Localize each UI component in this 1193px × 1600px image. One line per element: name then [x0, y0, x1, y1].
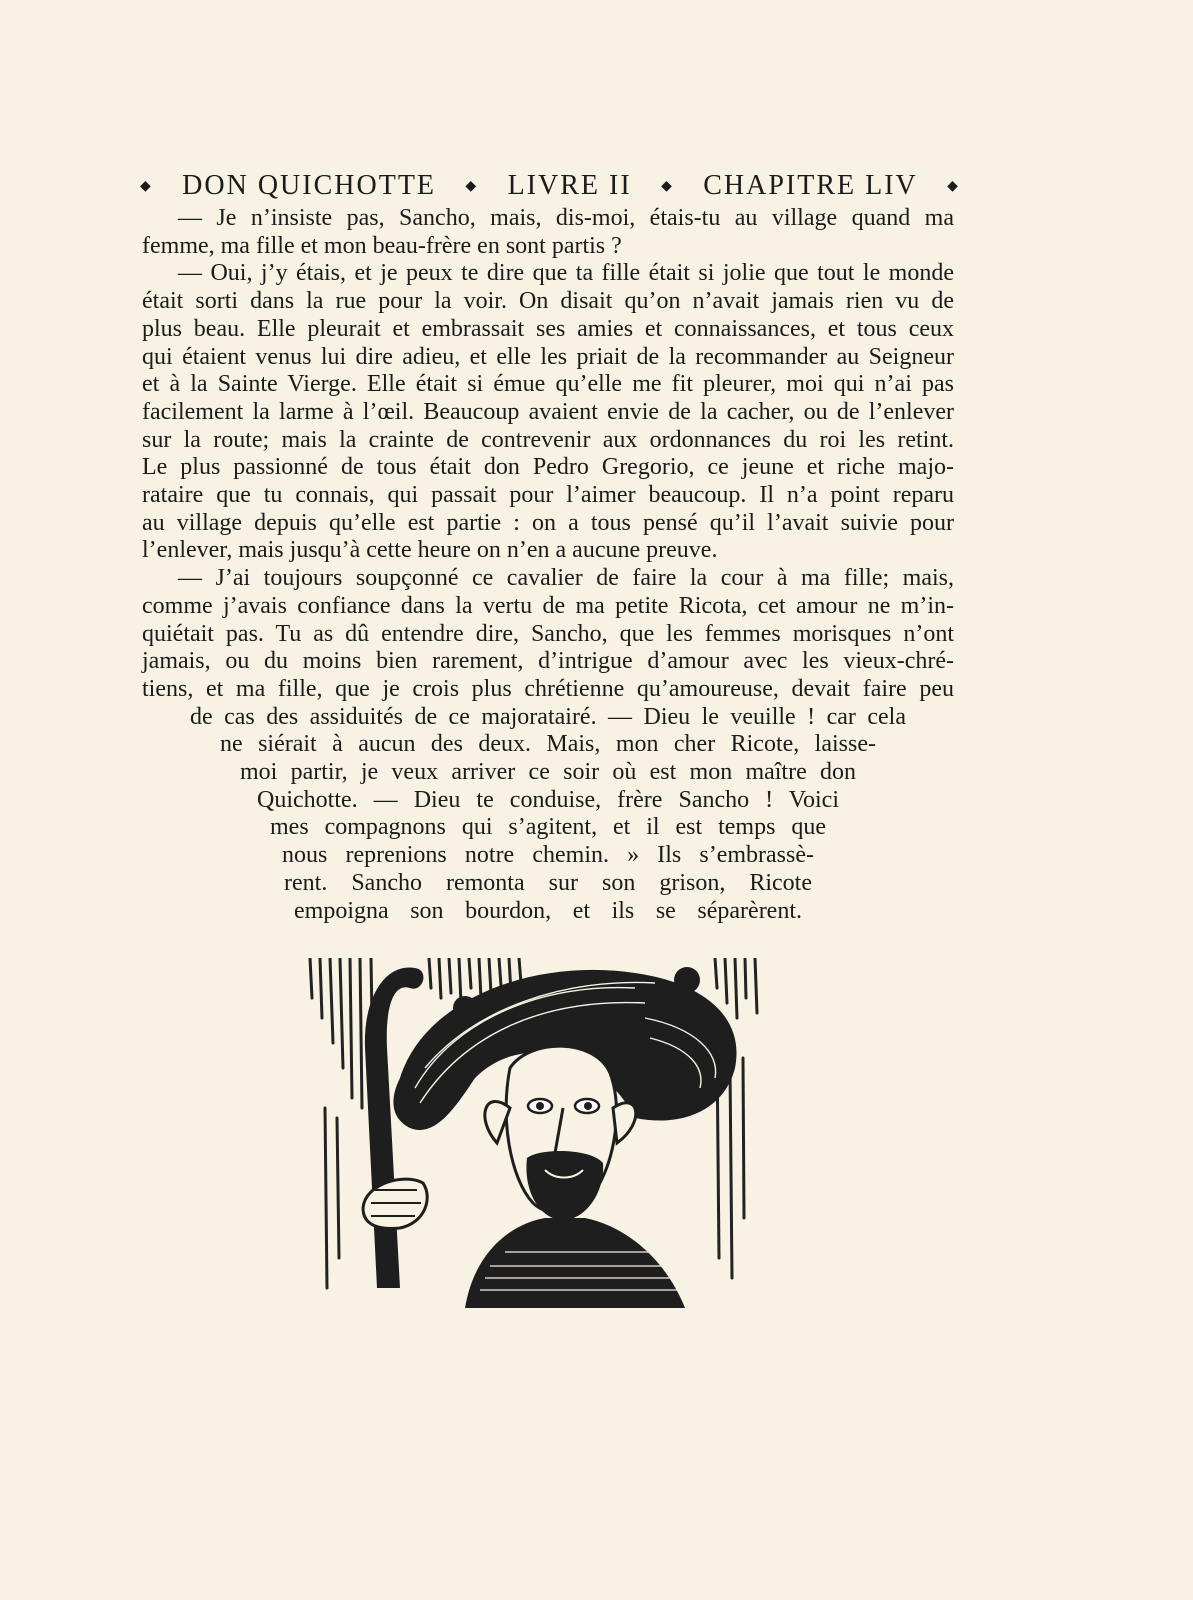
text-line: plus beau. Elle pleurait et embrassait ses amies et connaissances, et tous ceux — [142, 315, 954, 342]
header-part: LIVRE II — [507, 170, 632, 201]
text-line: — Je n’insiste pas, Sancho, mais, dis-moi, étais-tu au village quand ma — [178, 205, 954, 231]
woodcut-illustration — [305, 958, 795, 1308]
paragraph — [142, 565, 954, 925]
diamond-ornament-icon: ◆ — [661, 178, 674, 194]
text-line: Quichotte. — Dieu te conduise, frère Sancho ! Voici — [257, 786, 839, 813]
text-line: comme j’avais confiance dans la vertu de ma petite Ricota, cet amour ne m’in- — [142, 592, 954, 619]
text-line: au village depuis qu’elle est partie : on a tous pensé qu’il l’avait suivie pour — [142, 509, 954, 536]
text-line: ne siérait à aucun des deux. Mais, mon cher Ricote, laisse- — [220, 731, 876, 758]
header-book-title: DON QUICHOTTE — [182, 170, 437, 201]
text-line: rent. Sancho remonta sur son grison, Ricote — [284, 869, 812, 896]
text-line: facilement la larme à l’œil. Beaucoup avaient envie de la cacher, ou de l’enlever — [142, 398, 954, 425]
text-line: moi partir, je veux arriver ce soir où est mon maître don — [240, 759, 856, 786]
text-line: Le plus passionné de tous était don Pedro Gregorio, ce jeune et riche majo- — [142, 454, 954, 481]
text-line: était sorti dans la rue pour la voir. On disait qu’on n’avait jamais rien vu de — [142, 288, 954, 315]
text-line: l’enlever, mais jusqu’à cette heure on n’en a aucune preuve. — [142, 537, 718, 564]
text-line: — Oui, j’y étais, et je peux te dire que ta fille était si jolie que tout le monde — [178, 260, 954, 287]
body-text — [142, 205, 954, 925]
text-line: empoigna son bourdon, et ils se séparèrent. — [294, 897, 802, 924]
paragraph — [142, 205, 954, 260]
text-line: jamais, ou du moins bien rarement, d’intrigue d’amour avec les vieux-chré- — [142, 648, 954, 675]
text-line: et à la Sainte Vierge. Elle était si émue qu’elle me fit pleurer, moi qui n’ai pas — [142, 371, 954, 398]
text-line: mes compagnons qui s’agitent, et il est temps que — [270, 814, 826, 841]
text-line: femme, ma fille et mon beau-frère en sont partis ? — [142, 232, 622, 259]
text-line: qui étaient venus lui dire adieu, et elle les priait de la recommander au Seigneur — [142, 343, 954, 370]
diamond-ornament-icon: ◆ — [140, 178, 153, 194]
text-line: tiens, et ma fille, que je crois plus chrétienne qu’amoureuse, devait faire peu — [142, 675, 954, 702]
text-line: rataire que tu connais, qui passait pour l’aimer beaucoup. Il n’a point reparu — [142, 482, 954, 509]
diamond-ornament-icon: ◆ — [465, 178, 479, 194]
diamond-ornament-icon: ◆ — [947, 178, 960, 194]
text-line: quiétait pas. Tu as dû entendre dire, Sancho, que les femmes morisques n’ont — [142, 620, 954, 647]
running-header — [140, 170, 960, 202]
header-chapter: CHAPITRE LIV — [703, 170, 918, 201]
text-line: nous reprenions notre chemin. » Ils s’embrassè- — [282, 842, 814, 869]
text-line: de cas des assiduités de ce majoratairé. — Dieu le veuille ! car cela — [190, 703, 906, 730]
text-line: — J’ai toujours soupçonné ce cavalier de faire la cour à ma fille; mais, — [178, 565, 954, 592]
text-line: sur la route; mais la crainte de contrevenir aux ordonnances du roi les retint. — [142, 426, 954, 453]
paragraph — [142, 260, 954, 565]
